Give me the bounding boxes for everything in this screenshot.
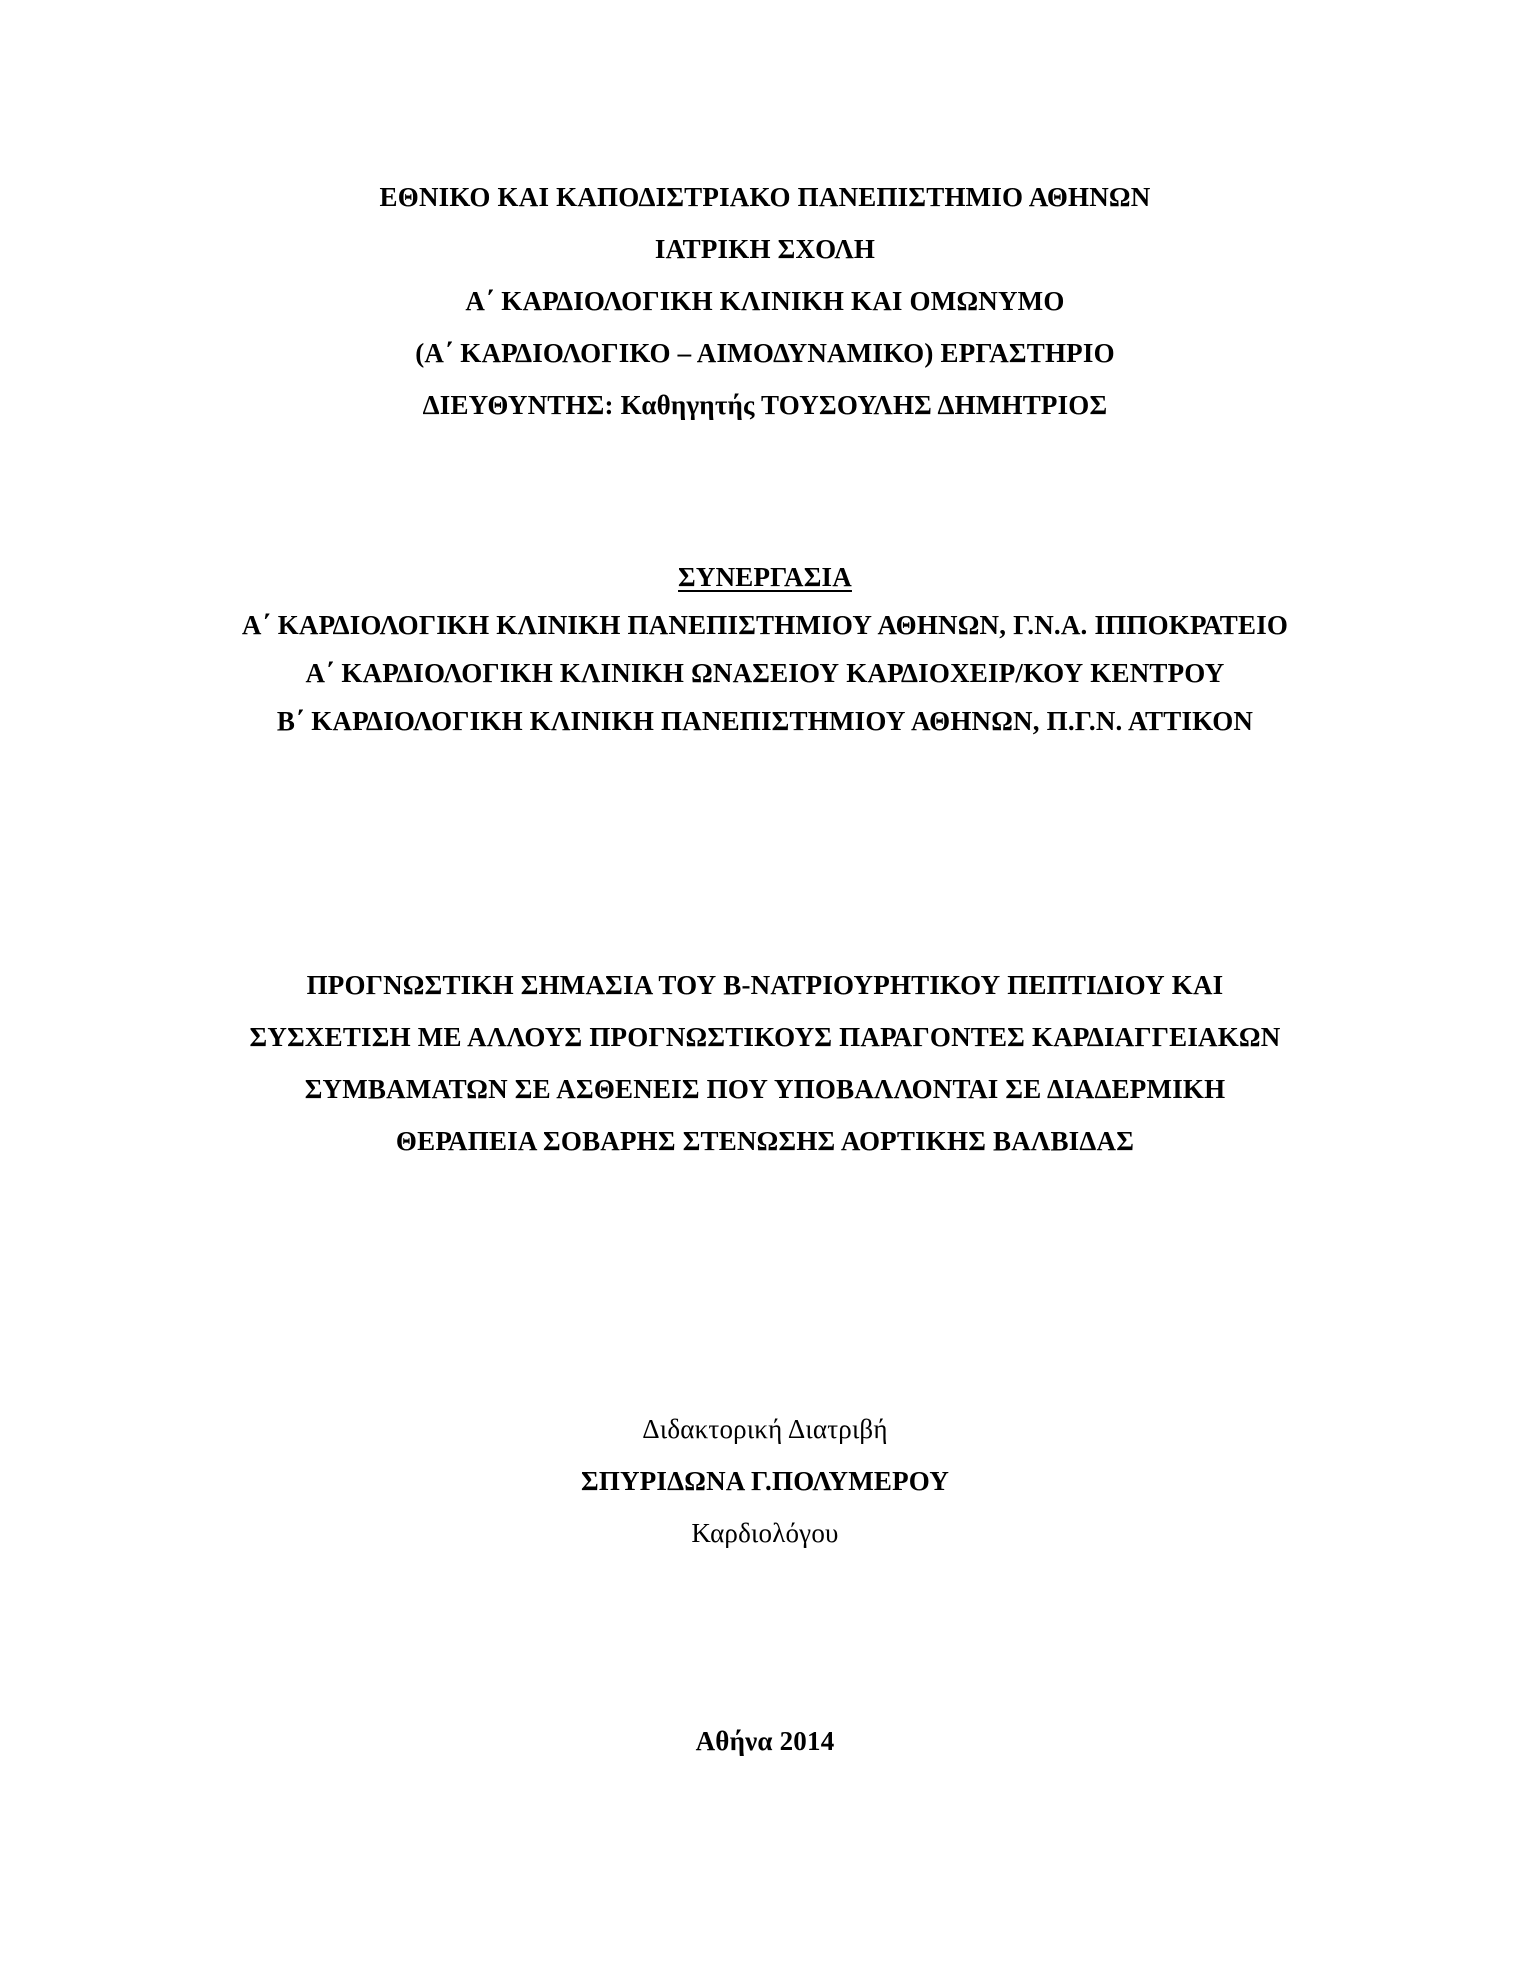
thesis-title-line: ΠΡΟΓΝΩΣΤΙΚΗ ΣΗΜΑΣΙΑ ΤΟΥ Β-ΝΑΤΡΙΟΥΡΗΤΙΚΟΥ ΠΕΠΤΙΔΙΟΥ ΚΑΙ xyxy=(306,970,1224,1000)
university-name: ΕΘΝΙΚΟ ΚΑΙ ΚΑΠΟΔΙΣΤΡΙΑΚΟ ΠΑΝΕΠΙΣΤΗΜΙΟ ΑΘΗΝΩΝ xyxy=(379,182,1151,212)
author-name: ΣΠΥΡΙΔΩΝΑ Γ.ΠΟΛΥΜΕΡΟΥ xyxy=(580,1466,950,1496)
clinic-name: Α΄ ΚΑΡΔΙΟΛΟΓΙΚΗ ΚΛΙΝΙΚΗ ΚΑΙ ΟΜΩΝΥΜΟ xyxy=(465,286,1065,316)
author-role: Καρδιολόγου xyxy=(691,1518,839,1548)
director-line: ΔΙΕΥΘΥΝΤΗΣ: Καθηγητής ΤΟΥΣΟΥΛΗΣ ΔΗΜΗΤΡΙΟΣ xyxy=(422,390,1108,420)
collaboration-heading: ΣΥΝΕΡΓΑΣΙΑ xyxy=(678,562,852,592)
laboratory-name: (Α΄ ΚΑΡΔΙΟΛΟΓΙΚΟ – ΑΙΜΟΔΥΝΑΜΙΚΟ) ΕΡΓΑΣΤΗΡΙΟ xyxy=(415,338,1115,368)
collaboration-item: Β΄ ΚΑΡΔΙΟΛΟΓΙΚΗ ΚΛΙΝΙΚΗ ΠΑΝΕΠΙΣΤΗΜΙΟΥ ΑΘΗΝΩΝ, Π.Γ.Ν. ΑΤΤΙΚΟΝ xyxy=(276,706,1254,736)
thesis-title-line: ΣΥΣΧΕΤΙΣΗ ΜΕ ΑΛΛΟΥΣ ΠΡΟΓΝΩΣΤΙΚΟΥΣ ΠΑΡΑΓΟΝΤΕΣ ΚΑΡΔΙΑΓΓΕΙΑΚΩΝ xyxy=(249,1022,1281,1052)
collaboration-item: Α΄ ΚΑΡΔΙΟΛΟΓΙΚΗ ΚΛΙΝΙΚΗ ΩΝΑΣΕΙΟΥ ΚΑΡΔΙΟΧΕΙΡ/ΚΟΥ ΚΕΝΤΡΟΥ xyxy=(305,658,1225,688)
thesis-title-line: ΘΕΡΑΠΕΙΑ ΣΟΒΑΡΗΣ ΣΤΕΝΩΣΗΣ ΑΟΡΤΙΚΗΣ ΒΑΛΒΙΔΑΣ xyxy=(395,1126,1135,1156)
thesis-type: Διδακτορική Διατριβή xyxy=(642,1414,888,1444)
collaboration-item: Α΄ ΚΑΡΔΙΟΛΟΓΙΚΗ ΚΛΙΝΙΚΗ ΠΑΝΕΠΙΣΤΗΜΙΟΥ ΑΘΗΝΩΝ, Γ.Ν.Α. ΙΠΠΟΚΡΑΤΕΙΟ xyxy=(241,610,1289,640)
place-year: Αθήνα 2014 xyxy=(695,1726,835,1756)
school-name: ΙΑΤΡΙΚΗ ΣΧΟΛΗ xyxy=(654,234,876,264)
thesis-title-line: ΣΥΜΒΑΜΑΤΩΝ ΣΕ ΑΣΘΕΝΕΙΣ ΠΟΥ ΥΠΟΒΑΛΛΟΝΤΑΙ ΣΕ ΔΙΑΔΕΡΜΙΚΗ xyxy=(304,1074,1226,1104)
